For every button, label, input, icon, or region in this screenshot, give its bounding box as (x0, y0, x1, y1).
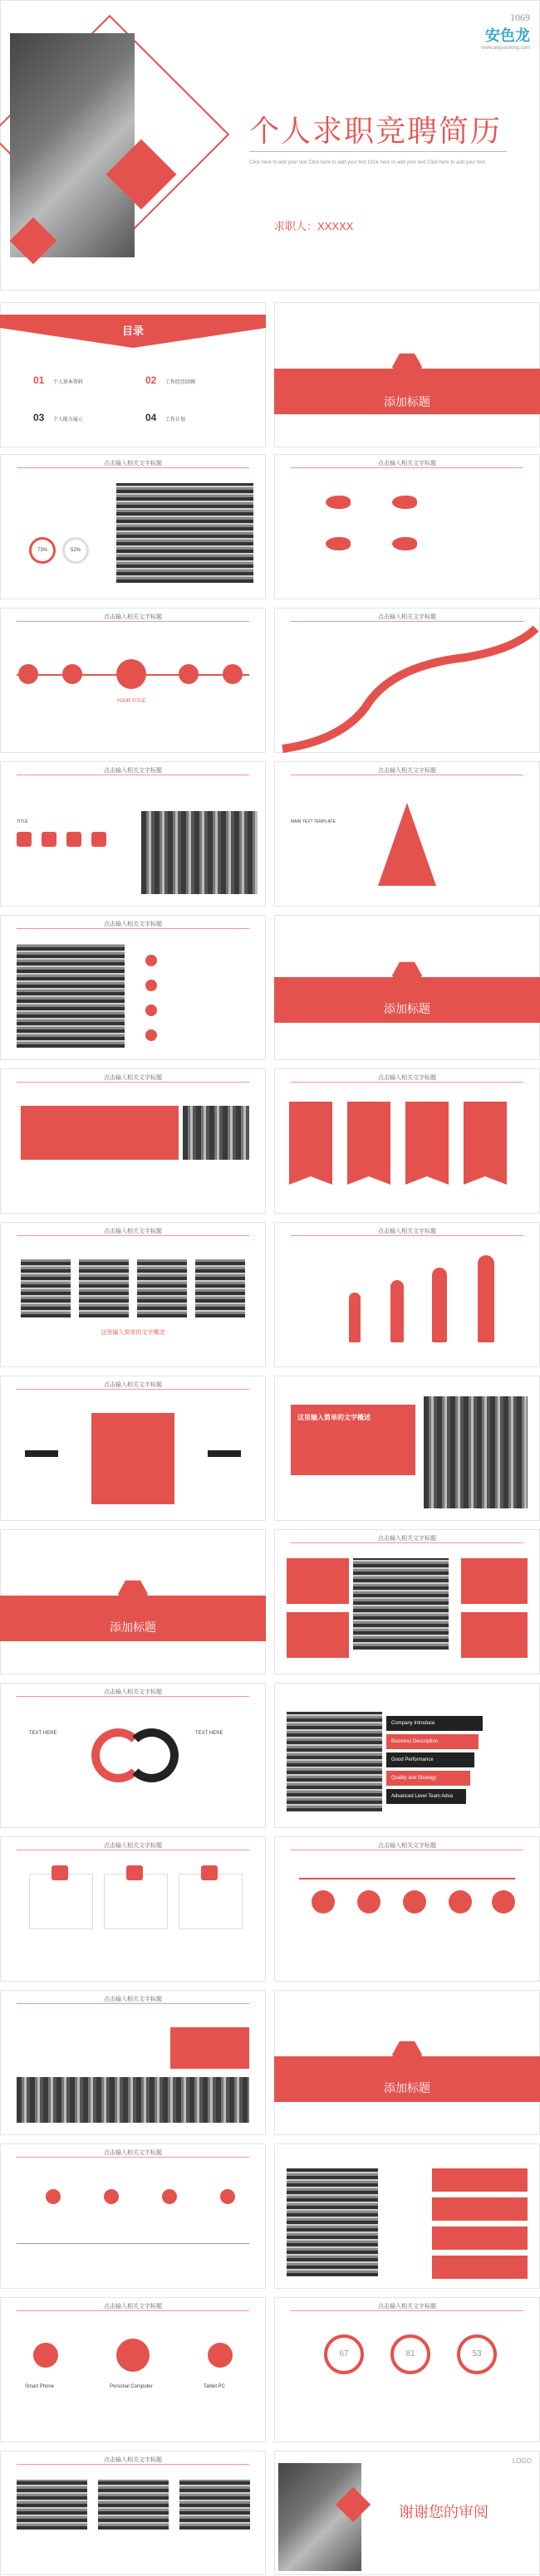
section-slide-2 (274, 915, 540, 1060)
header-line (17, 2310, 249, 2311)
end-title: 谢谢您的审阅 (399, 2504, 488, 2520)
box-icon (201, 1865, 218, 1880)
gallery-photo (17, 2480, 87, 2530)
fish-icon (392, 537, 417, 550)
person-figure (390, 1280, 404, 1342)
fish-icon (326, 537, 351, 550)
icon-square (42, 832, 56, 847)
leaf-icon (449, 1890, 472, 1914)
info-box (104, 1874, 168, 1929)
header-line (17, 1235, 249, 1236)
slide-header: 点击输入相关文字标题 (378, 1843, 436, 1849)
main-text-template: MAIN TEXT TEMPLATE (291, 819, 336, 824)
grid-card (287, 1558, 349, 1604)
slide-people (274, 1222, 540, 1367)
list-marker (145, 980, 157, 991)
timeline-node (162, 2189, 177, 2204)
toc-slide (0, 302, 266, 447)
logo-number: 1069 (510, 12, 530, 23)
city-photo (141, 811, 258, 894)
slide-gallery (0, 2451, 266, 2575)
menu-list (386, 1716, 528, 1807)
text-here-label: TEXT HERE (195, 1731, 223, 1736)
list-box (432, 2197, 528, 2221)
info-box (29, 1874, 93, 1929)
timeline-line (17, 2243, 249, 2244)
city-photo (183, 1106, 249, 1160)
photo-card (195, 1259, 245, 1317)
icon-square (17, 832, 32, 847)
slide-quote (274, 1376, 540, 1521)
section-title: 添加标题 (384, 1002, 430, 1015)
list-box (432, 2168, 528, 2192)
ribbon-card (405, 1102, 449, 1185)
person-figure (349, 1293, 361, 1342)
fish-icon (326, 496, 351, 509)
timeline-node (46, 2189, 61, 2204)
slide-photo-list (274, 2143, 540, 2289)
icon-square (66, 832, 81, 847)
slide-profile (0, 454, 266, 599)
leaf-icon (357, 1890, 380, 1914)
menu-row: Company Introduce (386, 1716, 483, 1731)
slide-header: 点击输入相关文字标题 (378, 1229, 436, 1234)
toc-label: 工作计划 (164, 418, 185, 423)
slide-header: 点击输入相关文字标题 (104, 1382, 162, 1388)
slide-three-boxes (0, 1836, 266, 1982)
slide-header: 点击输入相关文字标题 (104, 1997, 162, 2002)
section-slide-1 (274, 302, 540, 447)
slide-devices (0, 2297, 266, 2442)
phone-icon (33, 2343, 58, 2368)
aerial-photo (17, 944, 125, 1048)
box-icon (126, 1865, 143, 1880)
slide-header: 点击输入相关文字标题 (104, 921, 162, 927)
cover-divider (249, 151, 507, 152)
slide-percent (274, 2297, 540, 2442)
section-title: 添加标题 (384, 2081, 430, 2095)
icon-circle (18, 664, 38, 684)
icon-square (91, 832, 106, 847)
header-line (17, 1082, 249, 1083)
device-label: Smart Phone (25, 2384, 55, 2389)
slide-header: 点击输入相关文字标题 (104, 2304, 162, 2310)
menu-row: Good Performance (386, 1752, 474, 1767)
ribbon-card (464, 1102, 507, 1185)
toc-item-3 (33, 410, 83, 425)
slide-header: 点击输入相关文字标题 (104, 614, 162, 620)
info-box (179, 1874, 243, 1929)
grid-card (461, 1558, 528, 1604)
toc-num: 04 (145, 412, 157, 423)
device-label: Tablet PC (204, 2384, 226, 2389)
slide-fish (274, 454, 540, 599)
text-here-label: TEXT HERE (29, 1731, 57, 1736)
toc-num: 02 (145, 374, 157, 386)
city-photo (17, 2077, 249, 2123)
section-slide-3 (0, 1529, 266, 1674)
slide-icons (0, 608, 266, 753)
toc-label: 个人能力展示 (52, 418, 83, 423)
device-label: Personal Computer (110, 2384, 153, 2389)
list-marker (145, 1029, 157, 1041)
leaf-icon (403, 1890, 426, 1914)
timeline-node (104, 2189, 119, 2204)
list-box (432, 2227, 528, 2250)
arc-right (125, 1728, 179, 1782)
your-title: YOUR TITLE (116, 699, 146, 704)
percent-ring: 67 (324, 2334, 364, 2374)
slide-quote-2 (0, 1990, 266, 2135)
slide-timeline (0, 2143, 266, 2289)
icon-circle (223, 664, 243, 684)
slide-header: 点击输入相关文字标题 (378, 614, 436, 620)
percent-ring: 53 (457, 2334, 497, 2374)
header-line (291, 1542, 523, 1543)
slide-list (0, 915, 266, 1060)
logo-text: 安色龙 (485, 27, 530, 44)
toc-heading: 目录 (121, 325, 144, 337)
toc-item-1 (33, 373, 83, 388)
slide-header: 点击输入相关文字标题 (104, 1689, 162, 1695)
slide-grid (274, 1529, 540, 1674)
photo (287, 2168, 378, 2276)
computer-icon (116, 2339, 150, 2372)
list-marker (145, 1004, 157, 1016)
applicant-label: 求职人：XXXXX (274, 220, 354, 232)
red-text-box (170, 2027, 249, 2069)
toc-item-2 (145, 373, 195, 388)
slide-header: 点击输入相关文字标题 (104, 1843, 162, 1849)
header-line (17, 1389, 249, 1390)
slide-header: 点击输入相关文字标题 (104, 461, 162, 467)
red-text-box (21, 1106, 179, 1160)
gauge-2: 52% (62, 537, 89, 564)
menu-row: Business Description (386, 1734, 479, 1749)
cover-title: 个人求职竞聘简历 (249, 115, 503, 148)
header-line (17, 467, 249, 468)
slide-gender (0, 1376, 266, 1521)
percent-ring: 81 (390, 2334, 430, 2374)
header-line (17, 2157, 249, 2158)
grid-card (461, 1612, 528, 1658)
box-icon (52, 1865, 68, 1880)
slide-trees (274, 1836, 540, 1982)
highway-photo (287, 1712, 382, 1811)
slide-header: 点击输入相关文字标题 (104, 1229, 162, 1234)
menu-row: Advanced Level Team Adva (386, 1789, 466, 1804)
photo-card (79, 1259, 129, 1317)
toc-num: 01 (33, 374, 45, 386)
slide-photo-cards (0, 1222, 266, 1367)
ribbon-card (289, 1102, 332, 1185)
person-figure (478, 1255, 494, 1342)
header-line (291, 2310, 523, 2311)
header-line (17, 928, 249, 929)
header-line (291, 1235, 523, 1236)
list-marker (145, 955, 157, 966)
slide-header: 点击输入相关文字标题 (378, 461, 436, 467)
computer-icon (116, 659, 146, 689)
header-line (291, 1082, 523, 1083)
slide-header: 点击输入相关文字标题 (104, 1075, 162, 1081)
timeline-node (220, 2189, 235, 2204)
header-line (291, 467, 523, 468)
gauge-1: 73% (29, 537, 56, 564)
slide-ribbons (274, 1068, 540, 1214)
photo-card (137, 1259, 187, 1317)
slide-text-block (0, 1068, 266, 1214)
dark-bar (208, 1450, 241, 1457)
tablet-icon (208, 2343, 233, 2368)
pyramid (378, 803, 436, 886)
title-label: TITLE (17, 819, 28, 824)
end-slide (274, 2451, 540, 2575)
center-block (91, 1413, 174, 1504)
city-photo (424, 1396, 528, 1508)
menu-row: Quality and Strategy (386, 1771, 470, 1786)
section-slide-4 (274, 1990, 540, 2135)
photo-card (21, 1259, 71, 1317)
slide-titles (0, 761, 266, 907)
cover-subtitle: Click here to add your text Click here to add your text Click here to add your text Click here to add your text (249, 160, 485, 165)
section-title: 添加标题 (384, 395, 430, 408)
header-line (17, 2003, 249, 2004)
logo-url: www.anquanlong.com (481, 46, 530, 51)
leaf-icon (312, 1890, 335, 1914)
leaf-icon (492, 1890, 515, 1914)
logo (481, 12, 530, 51)
ribbon-card (347, 1102, 390, 1185)
slide-road (274, 608, 540, 753)
branch-line (299, 1878, 515, 1879)
slide-header: 点击输入相关文字标题 (378, 1075, 436, 1081)
toc-num: 03 (33, 412, 45, 423)
slide-header: 点击输入相关文字标题 (378, 768, 436, 774)
slide-header: 点击输入相关文字标题 (104, 2457, 162, 2463)
header-line (17, 2464, 249, 2465)
toc-item-4 (145, 410, 185, 425)
grid-card (287, 1612, 349, 1658)
gallery-photo (98, 2480, 169, 2530)
cover-slide (0, 0, 540, 291)
gallery-photo (179, 2480, 250, 2530)
toc-label: 个人基本资料 (52, 380, 83, 385)
person-figure (432, 1268, 447, 1342)
header-line (17, 621, 249, 622)
slide-pyramid (274, 761, 540, 907)
city-photo (116, 483, 253, 583)
slide-cx (0, 1683, 266, 1828)
slide-header: 点击输入相关文字标题 (104, 2150, 162, 2156)
grid-photo (353, 1558, 449, 1650)
icon-circle (179, 664, 199, 684)
brief-title: 这里输入简单的文字概述 (101, 1330, 165, 1336)
icon-circle (62, 664, 82, 684)
dark-bar (25, 1450, 58, 1457)
quote-title: 这里输入简单的文字概述 (297, 1414, 371, 1421)
slide-header: 点击输入相关文字标题 (104, 768, 162, 774)
end-logo: LOGO (512, 2457, 532, 2465)
list-box (432, 2256, 528, 2279)
slide-header: 点击输入相关文字标题 (378, 1536, 436, 1542)
slide-header: 点击输入相关文字标题 (378, 2304, 436, 2310)
slide-menu (274, 1683, 540, 1828)
toc-label: 工作经历回顾 (164, 380, 195, 385)
road-graphic (274, 608, 540, 753)
section-title: 添加标题 (110, 1620, 156, 1634)
header-line (17, 1696, 249, 1697)
fish-icon (392, 496, 417, 509)
